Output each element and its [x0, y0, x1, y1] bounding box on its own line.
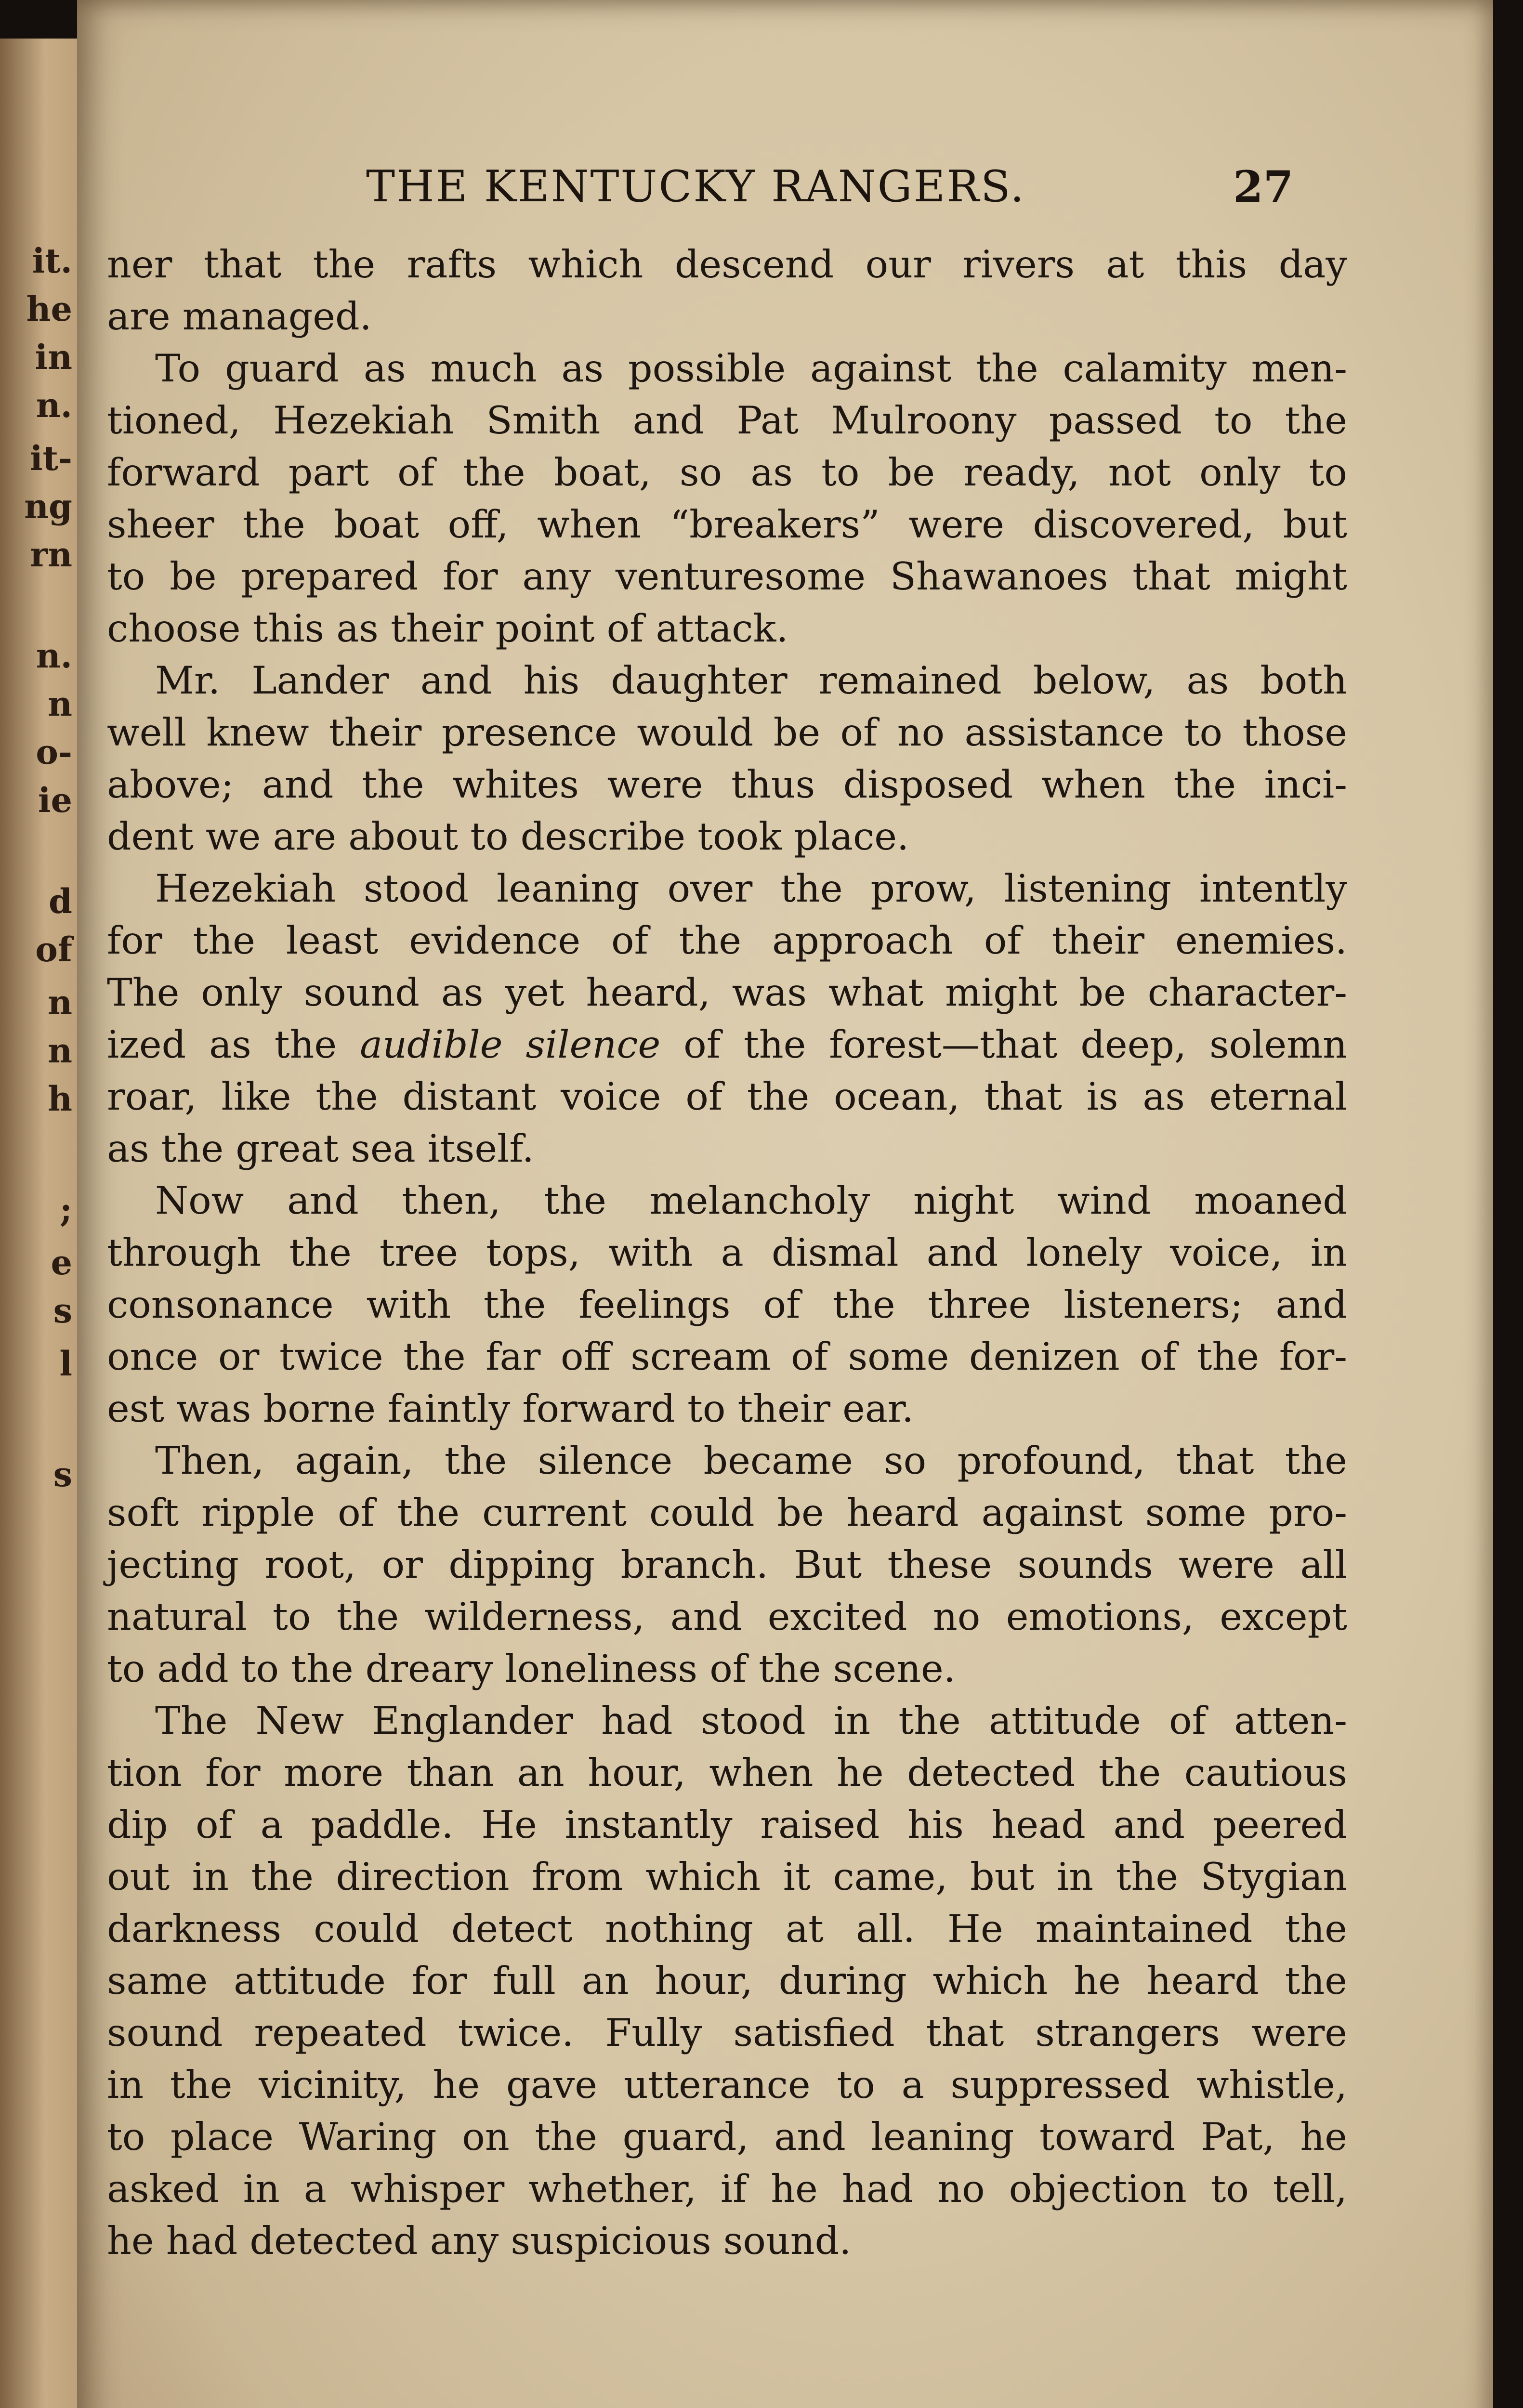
left-page-fragment: of	[35, 929, 72, 969]
left-page-fragment: ;	[60, 1190, 72, 1230]
text-line: to place Waring on the guard, and leaning toward Pat, he	[107, 2115, 1347, 2159]
text-line: The New Englander had stood in the attitude of atten-	[155, 1699, 1347, 1743]
left-page-fragment: he	[26, 289, 72, 329]
left-page-fragment: s	[53, 1454, 72, 1494]
left-page-fragment: n	[48, 684, 72, 724]
left-page-fragment: in	[35, 337, 72, 377]
text-line: as the great sea itself.	[107, 1126, 534, 1171]
text-line: darkness could detect nothing at all. He maintained the	[107, 1907, 1347, 1951]
left-page-fragment: n	[48, 982, 72, 1022]
text-line: once or twice the far off scream of some denizen of the for-	[107, 1335, 1347, 1379]
running-head: THE KENTUCKY RANGERS.	[366, 161, 1026, 212]
left-page-fragment: it.	[32, 241, 72, 281]
left-page-fragment: it-	[30, 438, 72, 478]
text-line: in the vicinity, he gave utterance to a suppressed whistle,	[107, 2063, 1347, 2107]
text-line: Then, again, the silence became so profound, that the	[155, 1439, 1347, 1483]
text-line: Now and then, the melancholy night wind moaned	[155, 1178, 1347, 1223]
body-text	[107, 238, 1347, 2267]
left-page-fragment: d	[49, 881, 72, 921]
page-number: 27	[1233, 161, 1294, 212]
left-page-fragment: e	[51, 1243, 72, 1283]
text-line: soft ripple of the current could be heard against some pro-	[107, 1491, 1347, 1535]
text-line: to add to the dreary loneliness of the scene.	[107, 1647, 956, 1691]
italic-phrase: audible silence	[360, 1022, 661, 1067]
book-page	[77, 0, 1493, 2408]
text-line: through the tree tops, with a dismal and lonely voice, in	[107, 1230, 1347, 1275]
text-line: Hezekiah stood leaning over the prow, listening intently	[155, 866, 1347, 911]
text-line: forward part of the boat, so as to be ready, not only to	[107, 450, 1347, 495]
text-line: tioned, Hezekiah Smith and Pat Mulroony passed to the	[107, 398, 1347, 443]
text-run: of the forest—that deep, solemn	[660, 1022, 1347, 1067]
left-page-fragment: n.	[36, 385, 72, 425]
left-page-fragment: rn	[30, 535, 72, 575]
text-line: choose this as their point of attack.	[107, 606, 788, 651]
text-line: are managed.	[107, 294, 372, 339]
text-line: above; and the whites were thus disposed when the inci-	[107, 762, 1347, 807]
left-page-fragment: l	[59, 1344, 72, 1384]
text-line: To guard as much as possible against the calamity men-	[155, 346, 1347, 391]
text-line: natural to the wilderness, and excited no emotions, except	[107, 1595, 1347, 1639]
text-line: he had detected any suspicious sound.	[107, 2219, 852, 2263]
text-line: roar, like the distant voice of the ocean, that is as eternal	[107, 1074, 1347, 1119]
text-line: The only sound as yet heard, was what might be character-	[107, 970, 1347, 1015]
left-page-fragment: h	[48, 1079, 72, 1119]
text-line: jecting root, or dipping branch. But these sounds were all	[107, 1543, 1347, 1587]
text-line: asked in a whisper whether, if he had no objection to tell,	[107, 2167, 1347, 2211]
left-page-fragment: ie	[38, 780, 72, 820]
left-page-fragment: s	[53, 1291, 72, 1331]
text-line: est was borne faintly forward to their ear.	[107, 1387, 914, 1431]
text-line: dip of a paddle. He instantly raised his head and peered	[107, 1803, 1347, 1847]
text-line: to be prepared for any venturesome Shawanoes that might	[107, 554, 1347, 599]
text-line: sound repeated twice. Fully satisfied that strangers were	[107, 2011, 1347, 2055]
text-line: same attitude for full an hour, during which he heard the	[107, 1959, 1347, 2003]
text-line: sheer the boat off, when “breakers” were discovered, but	[107, 502, 1347, 547]
text-line: well knew their presence would be of no assistance to those	[107, 710, 1347, 755]
text-run: ized as the	[107, 1022, 360, 1067]
text-line: tion for more than an hour, when he detected the cautious	[107, 1751, 1347, 1795]
text-line: out in the direction from which it came, but in the Stygian	[107, 1855, 1347, 1899]
text-line: for the least evidence of the approach of their enemies.	[107, 918, 1347, 963]
text-line: consonance with the feelings of the three listeners; and	[107, 1283, 1347, 1327]
left-page-fragment: n	[48, 1031, 72, 1071]
text-line: dent we are about to describe took place.	[107, 814, 909, 859]
text-line: ner that the rafts which descend our rivers at this day	[107, 242, 1347, 287]
left-page-fragment: ng	[24, 486, 72, 526]
text-line: Mr. Lander and his daughter remained below, as both	[155, 658, 1347, 703]
text-line	[107, 1019, 1347, 1071]
left-page-fragment: n.	[36, 636, 72, 676]
left-page-fragment: o-	[36, 732, 72, 772]
